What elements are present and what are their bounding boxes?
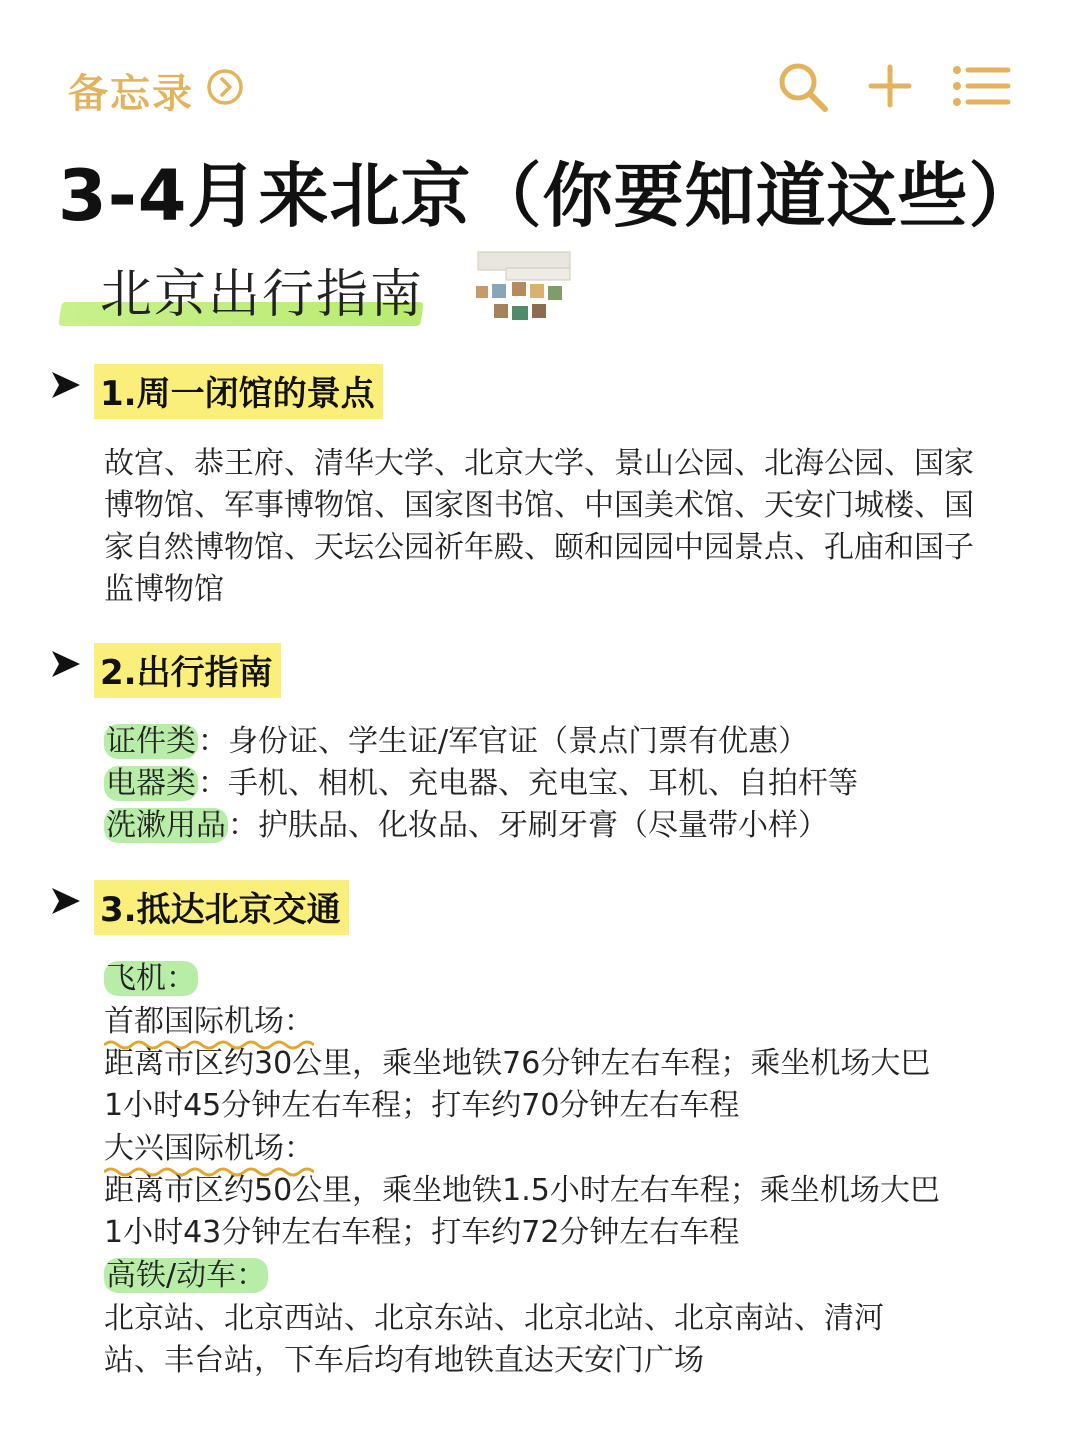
product-image [472,250,576,326]
train-label: 高铁/动车： [106,1258,267,1293]
section-1-title: 1.周一闭馆的景点 [94,364,383,419]
packing-value: ：护肤品、化妆品、牙刷牙膏（尽量带小样） [228,808,828,843]
train-label-line [104,1255,268,1297]
subtitle-block [60,252,425,327]
airport-name-line [104,1128,314,1170]
chevron-right-circle-icon[interactable] [206,68,244,106]
subtitle: 北京出行指南 [100,265,425,325]
plane-label: 飞机： [106,961,196,996]
packing-key: 洗漱用品 [106,808,226,843]
plane-label-line [104,958,198,1000]
packing-value: ：身份证、学生证/军官证（景点门票有优惠） [198,724,809,759]
airport-detail: 距离市区约50公里，乘坐地铁1.5小时左右车程；乘坐机场大巴 [104,1173,940,1208]
packing-item [104,721,808,763]
packing-value: ：手机、相机、充电器、充电宝、耳机、自拍杆等 [198,766,858,801]
train-stations: 站、丰台站，下车后均有地铁直达天安门广场 [104,1343,704,1378]
closed-sites-list: 故宫、恭王府、清华大学、北京大学、景山公园、北海公园、国家博物馆、军事博物馆、国家图书馆、中国美术馆、天安门城楼、国家自然博物馆、天坛公园祈年殿、颐和园园中园景点、孔庙和国子监博物馆 [104,446,974,607]
search-icon[interactable] [776,60,830,114]
airport-name: 大兴国际机场： [104,1128,314,1170]
airport-detail: 1小时43分钟左右车程；打车约72分钟左右车程 [104,1215,740,1250]
train-stations: 北京站、北京西站、北京东站、北京北站、北京南站、清河 [104,1301,884,1336]
airport-detail: 距离市区约30公里，乘坐地铁76分钟左右车程；乘坐机场大巴 [104,1046,931,1081]
arrow-icon [50,886,82,916]
airport-detail: 1小时45分钟左右车程；打车约70分钟左右车程 [104,1088,740,1123]
packing-item [104,805,828,847]
page-title: 3-4月来北京（你要知道这些） [58,155,1040,237]
list-icon[interactable] [952,64,1012,108]
section-2-title: 2.出行指南 [94,643,281,698]
packing-key: 电器类 [106,766,196,801]
packing-key: 证件类 [106,724,196,759]
arrow-icon [50,649,82,679]
plus-icon[interactable] [866,62,914,110]
back-label[interactable]: 备忘录 [68,71,194,117]
section-3-title: 3.抵达北京交通 [94,880,349,935]
top-bar [0,0,1080,120]
arrow-icon [50,370,82,400]
airport-name-line [104,1001,314,1043]
packing-item [104,763,858,805]
airport-name: 首都国际机场： [104,1001,314,1043]
